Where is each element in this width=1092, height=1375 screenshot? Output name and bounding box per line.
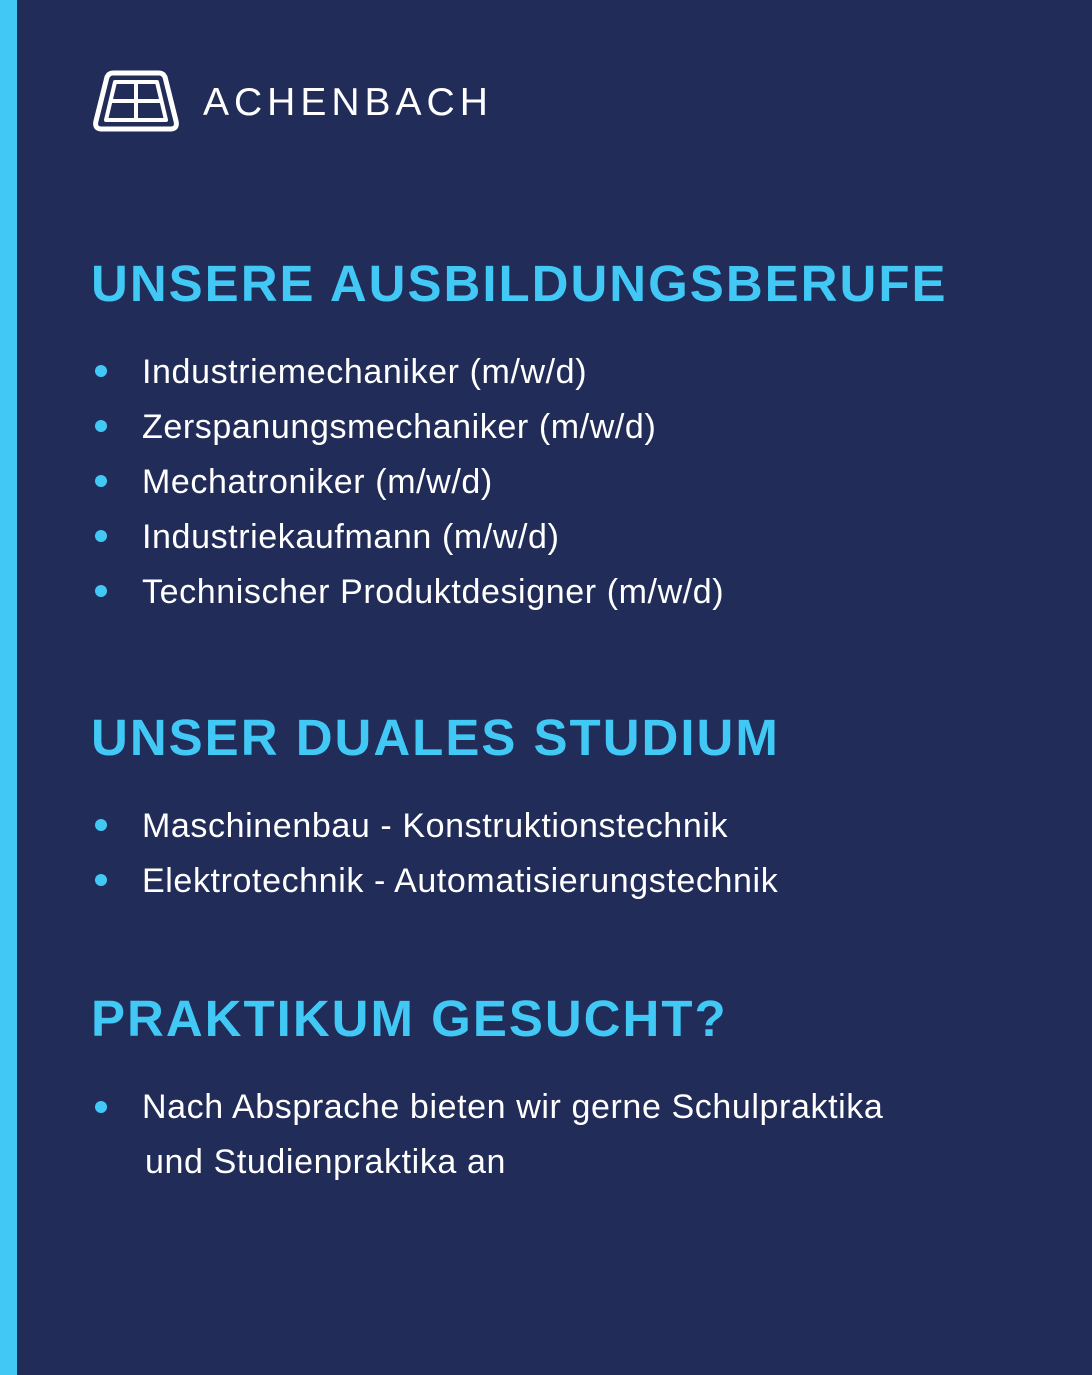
list-item-text: Zerspanungsmechaniker (m/w/d) [142,408,657,446]
bullet-icon [95,530,107,542]
bullet-icon [95,420,107,432]
brand-name: ACHENBACH [203,80,493,124]
section-title-praktikum: PRAKTIKUM GESUCHT? [91,990,728,1047]
list-item-text: Technischer Produktdesigner (m/w/d) [142,573,725,611]
section-title-ausbildungsberufe: UNSERE AUSBILDUNGSBERUFE [91,255,948,312]
bullet-icon [95,874,107,886]
achenbach-logo-icon [93,70,179,132]
list-item-text: Industriekaufmann (m/w/d) [142,518,560,556]
list-item-text: Mechatroniker (m/w/d) [142,463,493,501]
list-item-line: und Studienpraktika an [145,1143,507,1181]
list-item-line: Nach Absprache bieten wir gerne Schulpraktika [142,1088,884,1126]
list-item-text [142,1080,982,1190]
list-item-text: Maschinenbau - Konstruktionstechnik [142,807,729,845]
bullet-icon [95,475,107,487]
list-item-text: Industriemechaniker (m/w/d) [142,353,588,391]
list-item-text: Elektrotechnik - Automatisierungstechnik [142,862,779,900]
bullet-icon [95,585,107,597]
bullet-icon [95,819,107,831]
brand-logo [93,70,493,132]
section-title-duales-studium: UNSER DUALES STUDIUM [91,709,780,766]
bullet-icon [95,1101,107,1113]
bullet-icon [95,365,107,377]
accent-bar [0,0,17,1375]
